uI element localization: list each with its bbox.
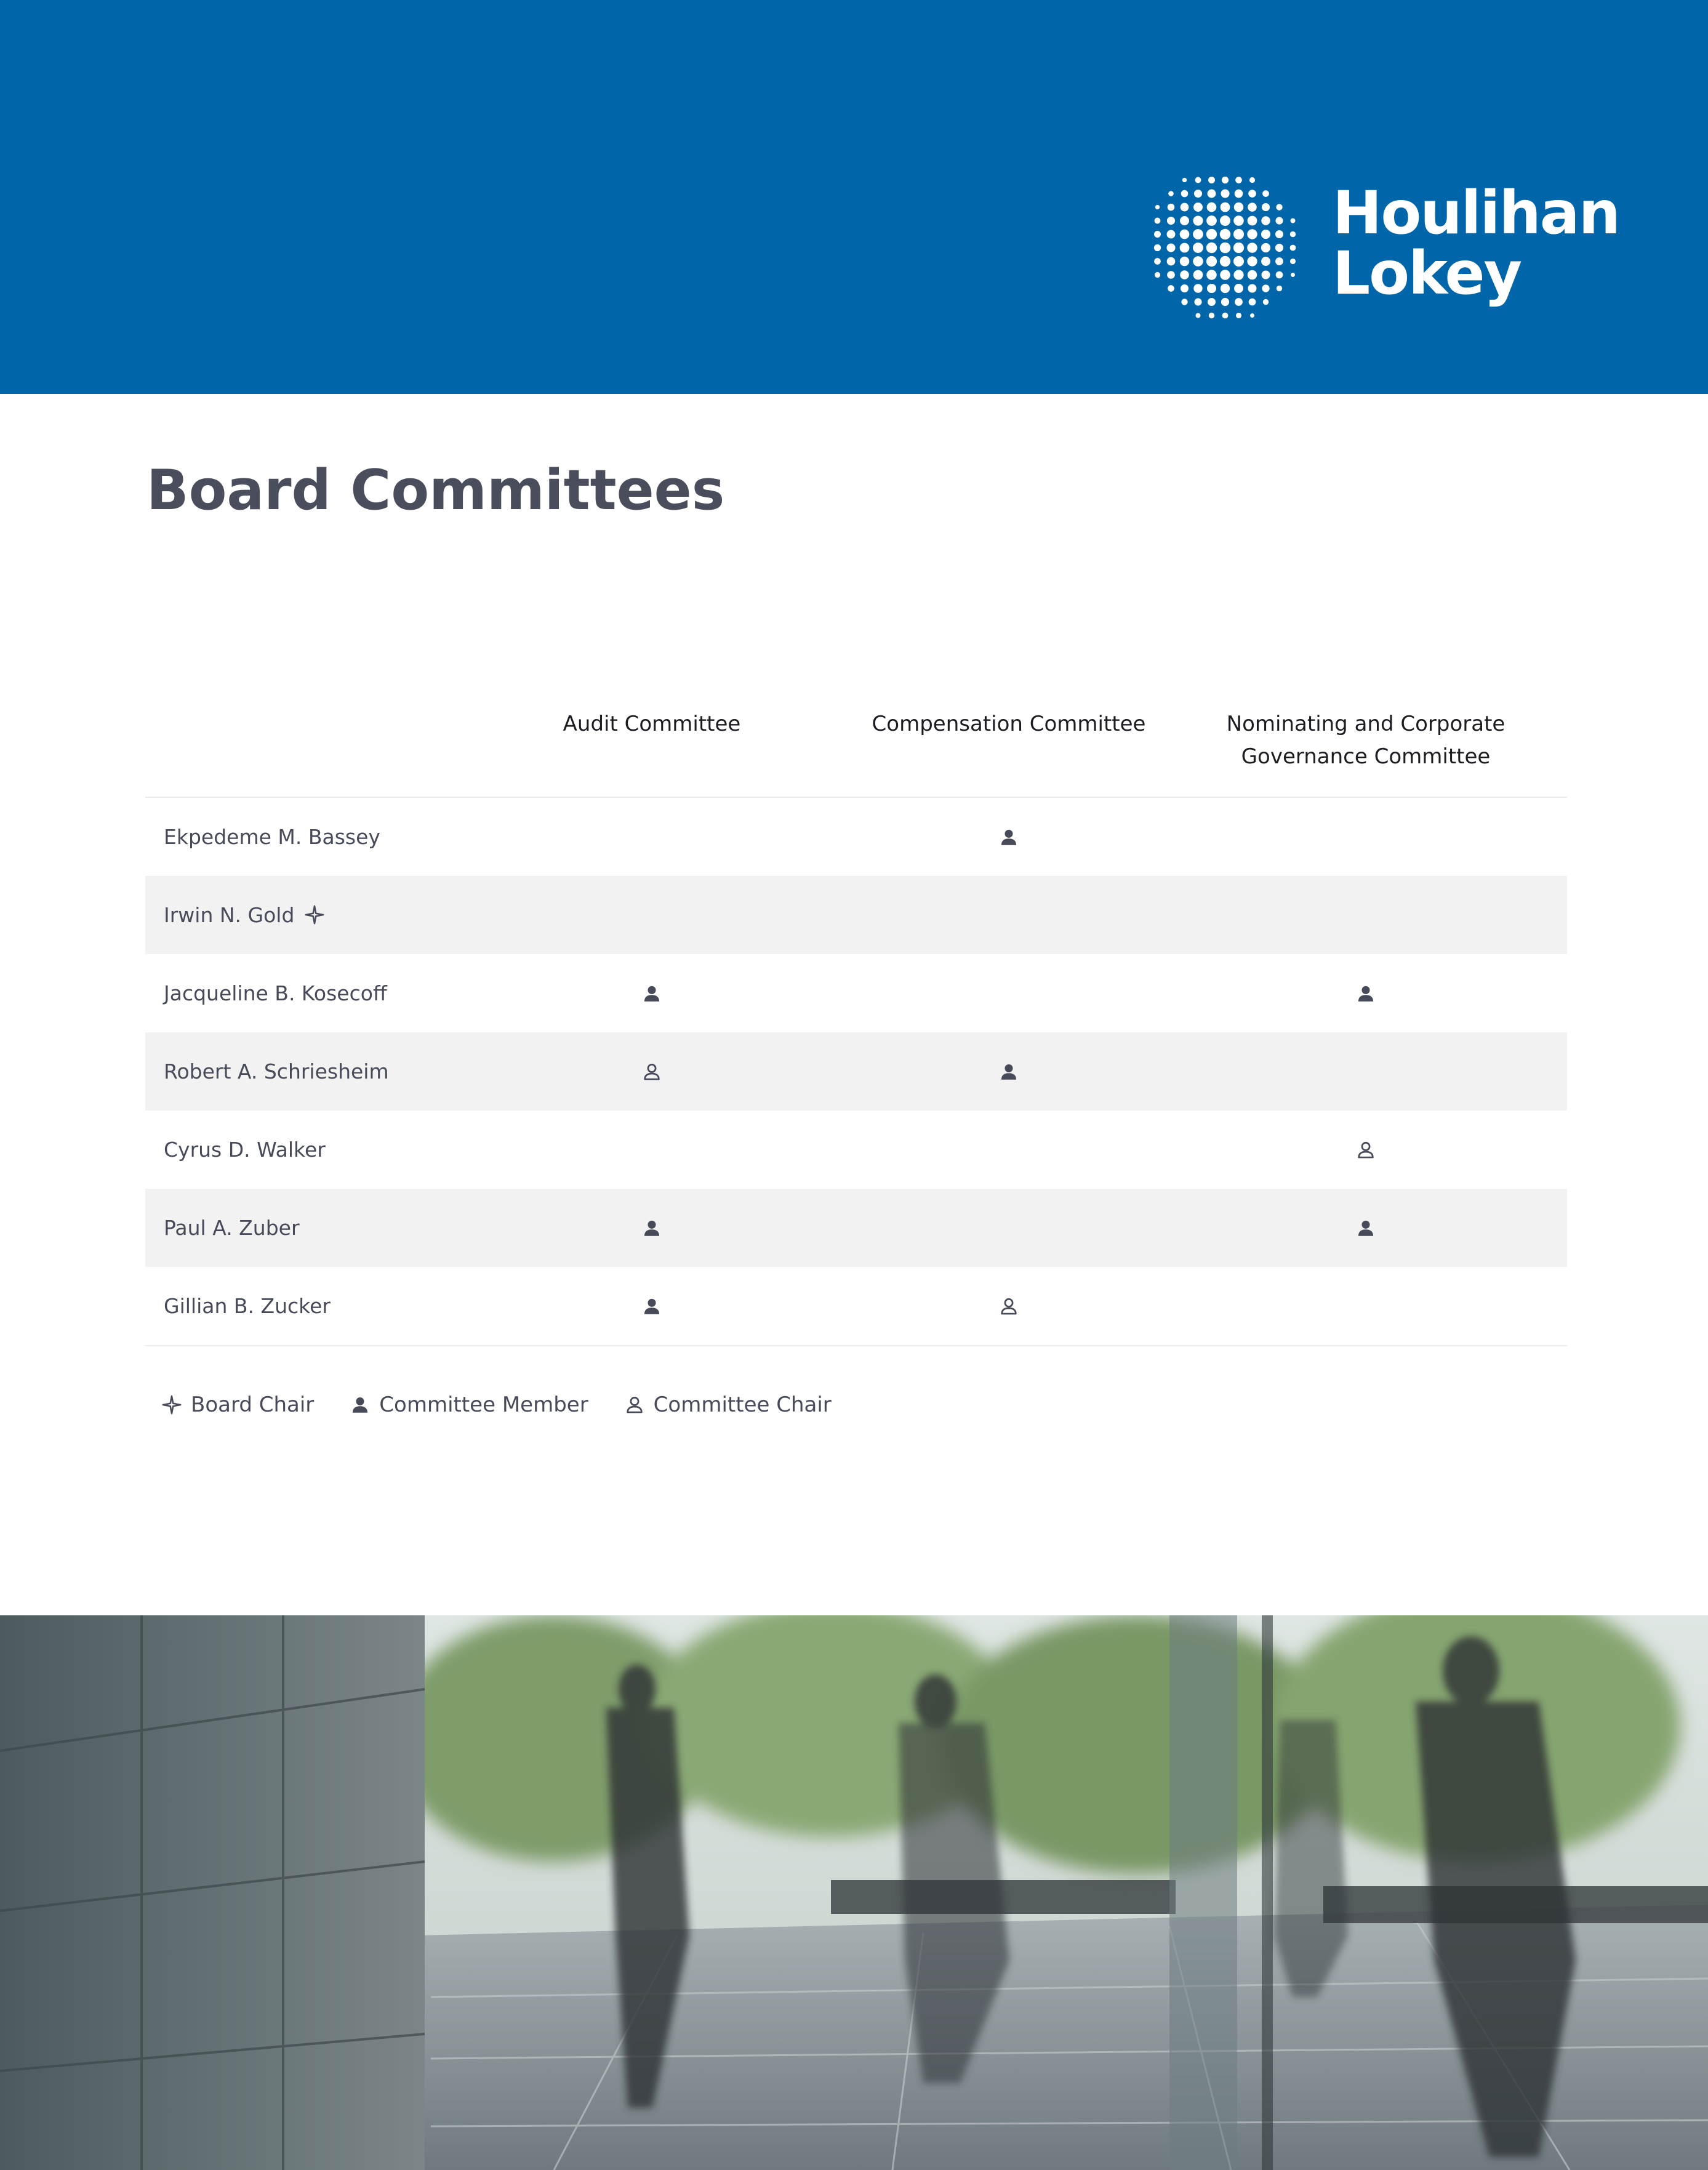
committee-table xyxy=(145,689,1567,1346)
role-cell-compensation xyxy=(836,1032,1181,1111)
table-row xyxy=(145,1032,1567,1111)
person-filled-icon xyxy=(998,1061,1019,1082)
page-title: Board Committees xyxy=(146,458,725,523)
role-cell-audit xyxy=(479,1189,824,1267)
member-name-text: Ekpedeme M. Bassey xyxy=(164,825,380,849)
legend-committee-member-label: Committee Member xyxy=(379,1392,588,1417)
member-name xyxy=(164,876,325,954)
role-cell-nominating xyxy=(1193,954,1538,1032)
person-filled-icon xyxy=(1355,1218,1376,1239)
member-name-text: Gillian B. Zucker xyxy=(164,1294,331,1318)
role-cell-nominating xyxy=(1193,1111,1538,1189)
sparkle-star-icon xyxy=(304,904,325,925)
person-outline-icon xyxy=(624,1394,645,1415)
role-cell-audit xyxy=(479,1032,824,1111)
brand-wordmark xyxy=(1333,178,1619,308)
column-header-nominating: Nominating and Corporate Governance Committee xyxy=(1226,712,1506,769)
column-header-audit: Audit Committee xyxy=(563,712,741,736)
table-header-row xyxy=(145,689,1567,798)
member-name xyxy=(164,1267,331,1345)
person-filled-icon xyxy=(641,983,662,1004)
role-cell-audit xyxy=(479,1267,824,1345)
dotted-globe-icon xyxy=(1139,161,1302,324)
brand-header xyxy=(0,0,1708,394)
legend-board-chair-label: Board Chair xyxy=(191,1392,315,1417)
member-name xyxy=(164,798,380,876)
person-filled-icon xyxy=(641,1296,662,1317)
role-cell-nominating xyxy=(1193,876,1538,954)
table-row xyxy=(145,876,1567,954)
member-name-text: Paul A. Zuber xyxy=(164,1216,300,1240)
role-cell-nominating xyxy=(1193,798,1538,876)
person-filled-icon xyxy=(641,1218,662,1239)
role-cell-nominating xyxy=(1193,1189,1538,1267)
brand-name-line1: Houlihan xyxy=(1333,178,1619,247)
role-cell-audit xyxy=(479,876,824,954)
role-cell-audit xyxy=(479,954,824,1032)
table-row xyxy=(145,954,1567,1032)
role-cell-compensation xyxy=(836,876,1181,954)
role-cell-audit xyxy=(479,798,824,876)
role-cell-compensation xyxy=(836,1111,1181,1189)
role-cell-audit xyxy=(479,1111,824,1189)
role-cell-compensation xyxy=(836,798,1181,876)
member-name-text: Robert A. Schriesheim xyxy=(164,1059,389,1083)
table-body xyxy=(145,798,1567,1346)
member-name xyxy=(164,954,387,1032)
table-row xyxy=(145,1111,1567,1189)
role-cell-nominating xyxy=(1193,1032,1538,1111)
role-cell-compensation xyxy=(836,1189,1181,1267)
table-row xyxy=(145,1189,1567,1267)
member-name xyxy=(164,1189,300,1267)
person-filled-icon xyxy=(350,1394,371,1415)
person-outline-icon xyxy=(998,1296,1019,1317)
person-outline-icon xyxy=(641,1061,662,1082)
person-filled-icon xyxy=(1355,983,1376,1004)
member-name xyxy=(164,1032,389,1111)
role-cell-nominating xyxy=(1193,1267,1538,1345)
houlihan-lokey-logo[interactable] xyxy=(1139,161,1619,324)
legend-committee-member xyxy=(350,1392,588,1417)
table-row xyxy=(145,798,1567,876)
column-header-compensation: Compensation Committee xyxy=(872,712,1146,736)
member-name-text: Jacqueline B. Kosecoff xyxy=(164,981,387,1005)
table-row xyxy=(145,1267,1567,1346)
member-name-text: Cyrus D. Walker xyxy=(164,1138,326,1162)
role-cell-compensation xyxy=(836,1267,1181,1345)
legend-committee-chair-label: Committee Chair xyxy=(653,1392,832,1417)
person-outline-icon xyxy=(1355,1139,1376,1160)
member-name xyxy=(164,1111,326,1189)
person-filled-icon xyxy=(998,827,1019,848)
member-name-text: Irwin N. Gold xyxy=(164,903,295,927)
sparkle-star-icon xyxy=(161,1394,182,1415)
office-corridor-photo xyxy=(0,1615,1708,2170)
legend-board-chair xyxy=(161,1392,314,1417)
brand-name-line2: Lokey xyxy=(1333,238,1522,308)
icon-legend xyxy=(161,1392,867,1417)
role-cell-compensation xyxy=(836,954,1181,1032)
legend-committee-chair xyxy=(624,1392,832,1417)
